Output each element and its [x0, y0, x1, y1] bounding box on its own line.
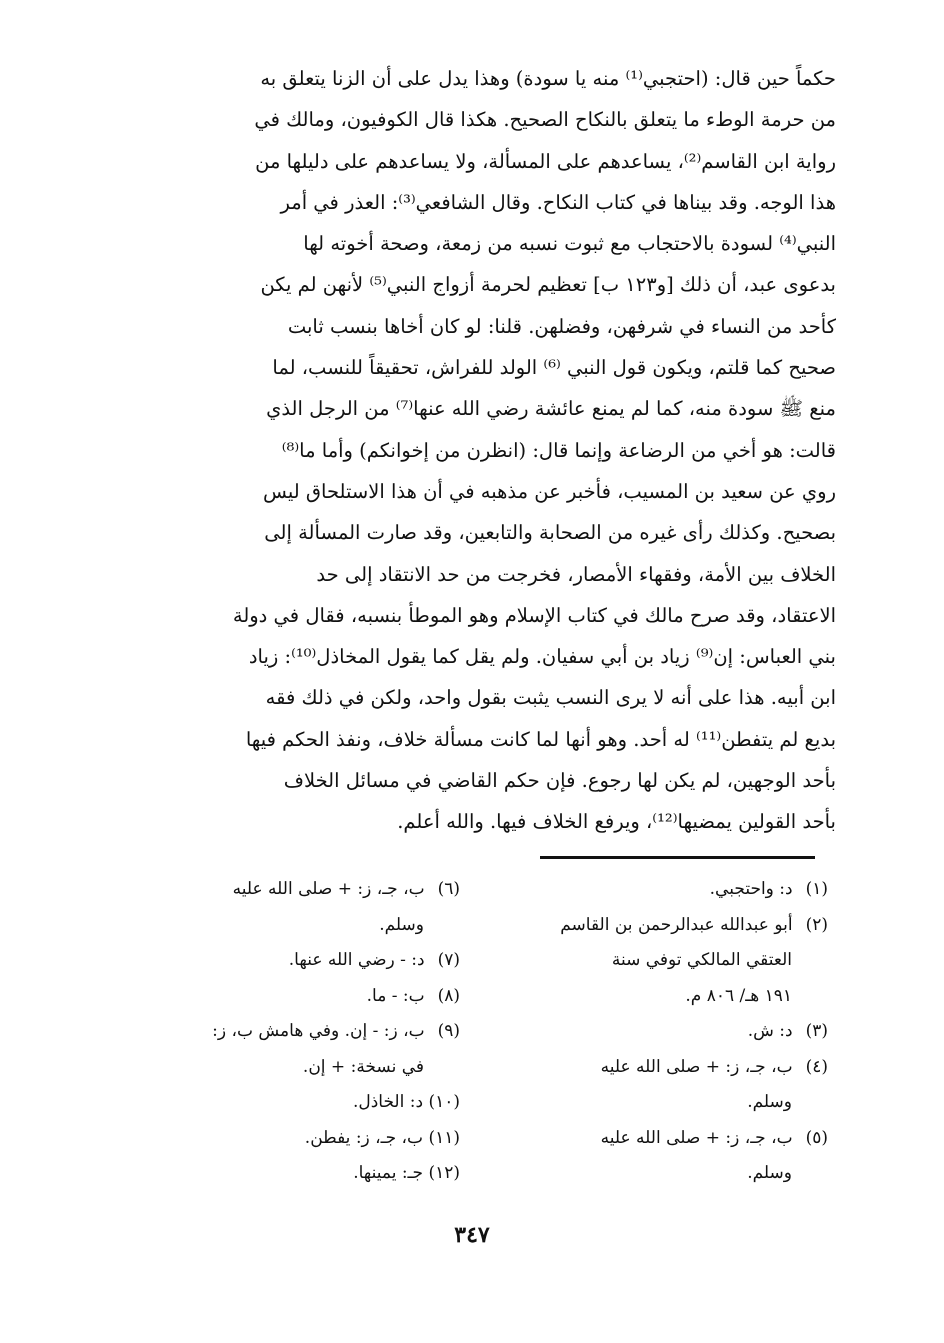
text-line: بدعوى عبد، أن ذلك [و١٢٣ ب] تعظيم لحرمة أزواج النبي⁽⁵⁾ لأنهن لم يكن — [260, 273, 836, 297]
text-line: قالت: هو أخي من الرضاعة وإنما قال: (انظرن من إخوانكم) وأما ما⁽⁸⁾ — [281, 438, 836, 462]
text-line: بصحيح. وكذلك رأى غيره من الصحابة والتابعين، وقد صارت المسألة إلى — [264, 521, 836, 545]
footnote-text: د: - رضي الله عنها. — [288, 950, 425, 970]
page-number: ٣٤٧ — [454, 1222, 490, 1248]
footnote-text: ب، جـ، ز: + صلى الله عليه — [232, 879, 425, 899]
footnote-text: جـ: يمينها. — [353, 1163, 424, 1183]
footnote-continuation: في نسخة: + إن. — [302, 1056, 424, 1077]
footnote-text: ب، جـ، ز: يفطن. — [304, 1127, 424, 1148]
footnote-text: د: ش. — [747, 1021, 793, 1041]
footnote-number: (٧) — [437, 950, 460, 970]
footnote-number: (٢) — [805, 914, 828, 935]
text-line: بأحد القولين يمضيها⁽¹²⁾، ويرفع الخلاف فيها. والله أعلم. — [397, 810, 836, 834]
footnote-number: (١٢) — [428, 1163, 460, 1183]
footnotes-left-column — [110, 872, 460, 1192]
footnote — [110, 1121, 460, 1157]
footnote-continuation: وسلم. — [747, 1163, 792, 1183]
text-line: صحيح كما قلتم، ويكون قول النبي ⁽⁶⁾ الولد للفراش، تحقيقاً للنسب، لما — [272, 356, 836, 380]
footnote-number: (٩) — [437, 1021, 460, 1041]
footnote-number: (١٠) — [428, 1092, 460, 1112]
text-line: رواية ابن القاسم⁽²⁾، يساعدهم على المسألة، ولا يساعدهم على دليلها من — [255, 149, 836, 173]
footnote-number: (١١) — [428, 1127, 460, 1148]
text-line: بني العباس: إن⁽⁹⁾ زياد بن أبي سفيان. ولم يقل كما يقول المخاذل⁽¹⁰⁾: زياد — [248, 645, 836, 669]
footnote-number: (٦) — [437, 879, 460, 899]
footnote-number: (١) — [805, 879, 828, 899]
text-line: الخلاف بين الأمة، وفقهاء الأمصار، فخرجت من حد الانتقاد إلى حد — [316, 562, 836, 586]
text-line: كأحد من النساء في شرفهن، وفضلهن. قلنا: لو كان أخاها بنسب ثابت — [287, 314, 836, 338]
footnote-text: د: الخاذل. — [352, 1092, 424, 1112]
footnote-text: د: واحتجبي. — [709, 879, 793, 899]
footnote-continuation: العتقي المالكي توفي سنة — [611, 950, 792, 970]
footnote-text: ب، جـ، ز: + صلى الله عليه — [600, 1127, 793, 1148]
text-line: هذا الوجه. وقد بيناها في كتاب النكاح. وقال الشافعي⁽³⁾: العذر في أمر — [280, 190, 836, 214]
footnotes-right-column — [500, 872, 828, 1192]
text-line: منع ﷺ سودة منه، كما لم يمنع عائشة رضي الله عنها⁽⁷⁾ من الرجل الذي — [266, 397, 836, 421]
footnote — [110, 979, 460, 1015]
text-line: من حرمة الوطء ما يتعلق بالنكاح الصحيح. هكذا قال الكوفيون، ومالك في — [254, 108, 836, 132]
footnote — [500, 1121, 828, 1157]
footnote-number: (٨) — [437, 985, 460, 1006]
footnote-number: (٣) — [805, 1021, 828, 1041]
footnote — [500, 908, 828, 944]
footnote-divider — [540, 856, 815, 859]
footnote — [500, 872, 828, 908]
text-line: حكماً حين قال: (احتجبي⁽¹⁾ منه يا سودة) وهذا يدل على أن الزنا يتعلق به — [260, 67, 836, 90]
text-line: بأحد الوجهين، لم يكن لها رجوع. فإن حكم القاضي في مسائل الخلاف — [283, 769, 836, 793]
footnote — [110, 1156, 460, 1192]
footnote — [110, 1085, 460, 1121]
footnote — [110, 872, 460, 908]
footnote-number: (٥) — [805, 1127, 828, 1148]
main-text — [118, 58, 836, 843]
footnote — [500, 1014, 828, 1050]
footnote — [500, 1050, 828, 1086]
text-line: روي عن سعيد بن المسيب، فأخبر عن مذهبه في أن هذا الاستلحاق ليس — [262, 479, 836, 503]
footnote-text: ب: - ما. — [366, 985, 425, 1006]
footnote — [110, 943, 460, 979]
text-line: ابن أبيه. هذا على أنه لا يرى النسب يثبت بقول واحد، ولكن في ذلك فقه — [265, 686, 836, 710]
text-line: بديع لم يتفطن⁽¹¹⁾ له أحد. وهو أنها لما كانت مسألة خلاف، ونفذ الحكم فيها — [245, 727, 836, 751]
footnote-text: ب، ز: - إن. وفي هامش ب، ز: — [212, 1021, 425, 1041]
footnote-continuation: ١٩١ هـ/ ٨٠٦ م. — [685, 985, 792, 1006]
footnote-continuation: وسلم. — [379, 914, 424, 935]
footnote-continuation: وسلم. — [747, 1092, 792, 1112]
footnote-number: (٤) — [805, 1056, 828, 1077]
text-line: الاعتقاد، وقد صرح مالك في كتاب الإسلام وهو الموطأ بنسبه، فقال في دولة — [232, 603, 836, 627]
footnote-text: ب، جـ، ز: + صلى الله عليه — [600, 1056, 793, 1077]
footnote — [110, 1014, 460, 1050]
text-line: النبي⁽⁴⁾ لسودة بالاحتجاب مع ثبوت نسبه من زمعة، وصحة أخوته لها — [303, 232, 836, 256]
footnote-text: أبو عبدالله عبدالرحمن بن القاسم — [560, 914, 793, 935]
